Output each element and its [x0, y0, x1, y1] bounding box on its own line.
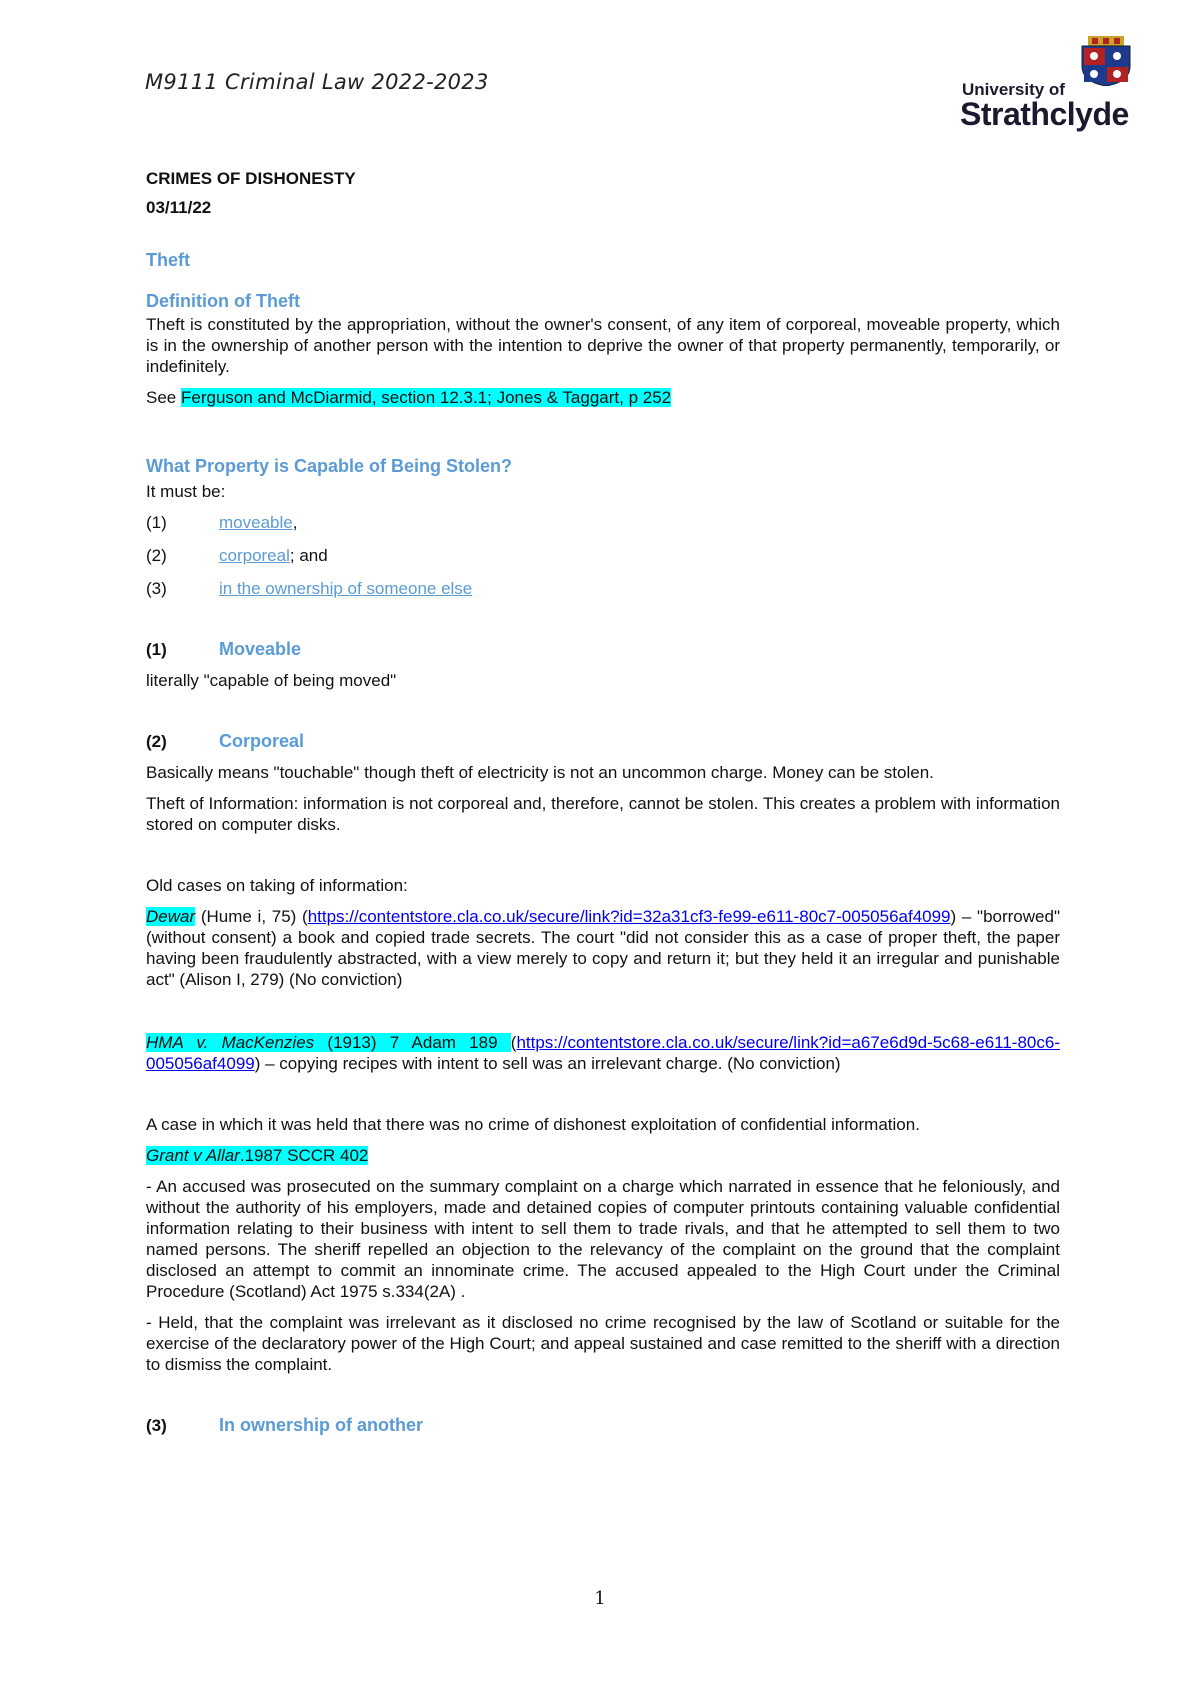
moveable-text: literally "capable of being moved" [146, 671, 397, 690]
case-description: ) – copying recipes with intent to sell was an irrelevant charge. (No conviction) [254, 1054, 841, 1073]
university-logo [962, 36, 1132, 136]
corporeal-text-1: Basically means "touchable" though theft of electricity is not an uncommon charge. Money can be stolen. [146, 763, 934, 782]
case-highlight-grant [146, 1146, 368, 1165]
case-name-mackenzies: HMA v. MacKenzies [146, 1033, 315, 1052]
case-citation: (Hume i, 75) [195, 907, 303, 926]
case-name-grant: Grant v Allar [146, 1146, 240, 1165]
document-title: CRIMES OF DISHONESTY [146, 169, 356, 188]
old-cases-intro: Old cases on taking of information: [146, 876, 408, 895]
page-number: 1 [594, 1588, 606, 1609]
document-body [146, 168, 1060, 1436]
list-number: (3) [146, 579, 167, 598]
grant-text-1: - An accused was prosecuted on the summary complaint on a charge which narrated in essence that he feloniously, and without the authority of his employers, made and detained copies of computer printouts containing valuable confidential information relating to their business with intent to sell them to trade rivals, and that he attempted to sell them to two named persons. The sheriff repelled an objection to the relevancy of the complaint on the ground that the complaint disclosed an attempt to commit an innominate crime. The accused appealed to the High Court under the Criminal Procedure (Scotland) Act 1975 s.334(2A) . [146, 1177, 1060, 1301]
crest-icon [1080, 36, 1132, 86]
must-be-text: It must be: [146, 482, 226, 501]
section-number: (2) [146, 732, 167, 751]
see-prefix: See [146, 388, 181, 407]
section-heading-theft: Theft [146, 250, 190, 270]
moveable-heading-row [146, 639, 1060, 660]
reference-highlight: Ferguson and McDiarmid, section 12.3.1; Jones & Taggart, p 252 [180, 388, 672, 407]
list-item [146, 545, 1060, 566]
grant-text-2: - Held, that the complaint was irrelevant as it disclosed no crime recognised by the law of Scotland or suitable for the exercise of the declaratory power of the High Court; and appeal sustained and case remitted to the sheriff with a direction to dismiss the complaint. [146, 1313, 1060, 1374]
case-dewar [146, 906, 1060, 990]
case-description: ) – "borrowed" (without consent) a book and copied trade secrets. The court "did not consider this as a case of proper theft, the paper having been fraudulently abstracted, with a view merely to copy and return it; but they held it an irregular and punishable act" (Alison I, 279) (No conviction) [146, 907, 1060, 989]
confidential-intro: A case in which it was held that there was no crime of dishonest exploitation of confidential information. [146, 1115, 920, 1134]
case-url-dewar[interactable]: https://contentstore.cla.co.uk/secure/link?id=32a31cf3-fe99-e611-80c7-005056af4099 [307, 907, 951, 926]
see-reference [146, 387, 1060, 408]
document-date: 03/11/22 [146, 198, 212, 217]
case-name-dewar: Dewar [146, 907, 196, 926]
logo-text-line2: Strathclyde [960, 96, 1129, 132]
section-number: (3) [146, 1416, 167, 1435]
case-bracket: ( [302, 907, 308, 926]
moveable-heading: Moveable [219, 639, 302, 659]
list-suffix: ; and [289, 546, 328, 565]
list-number: (1) [146, 513, 167, 532]
ownership-heading-row [146, 1415, 1060, 1436]
list-number: (2) [146, 546, 167, 565]
case-grant [146, 1145, 1060, 1166]
ownership-heading: In ownership of another [219, 1415, 424, 1435]
course-title: M9111 Criminal Law 2022-2023 [145, 70, 489, 94]
case-citation: (1913) 7 Adam 189 [314, 1033, 511, 1052]
corporeal-heading: Corporeal [219, 731, 305, 751]
list-item [146, 578, 1060, 599]
definition-heading: Definition of Theft [146, 291, 300, 311]
corporeal-heading-row [146, 731, 1060, 752]
definition-text: Theft is constituted by the appropriation, without the owner's consent, of any item of corporeal, moveable property, which is in the ownership of another person with the intention to deprive the owner of that property permanently, temporarily, or indefinitely. [146, 315, 1060, 376]
list-link-corporeal[interactable]: corporeal [219, 546, 290, 565]
case-url-mackenzies[interactable]: https://contentstore.cla.co.uk/secure/link?id=a67e6d9d-5c68-e611-80c6-005056af4099 [146, 1033, 1060, 1073]
case-bracket: ( [510, 1033, 517, 1052]
corporeal-text-2: Theft of Information: information is not corporeal and, therefore, cannot be stolen. This creates a problem with information stored on computer disks. [146, 794, 1060, 834]
property-heading: What Property is Capable of Being Stolen? [146, 456, 513, 476]
section-number: (1) [146, 640, 167, 659]
logo-text-line1: University of [962, 80, 1065, 99]
list-link-ownership[interactable]: in the ownership of someone else [219, 579, 473, 598]
case-mackenzies [146, 1032, 1060, 1074]
list-link-moveable[interactable]: moveable [219, 513, 293, 532]
list-item [146, 512, 1060, 533]
list-suffix: , [292, 513, 298, 532]
case-citation: .1987 SCCR 402 [239, 1146, 369, 1165]
